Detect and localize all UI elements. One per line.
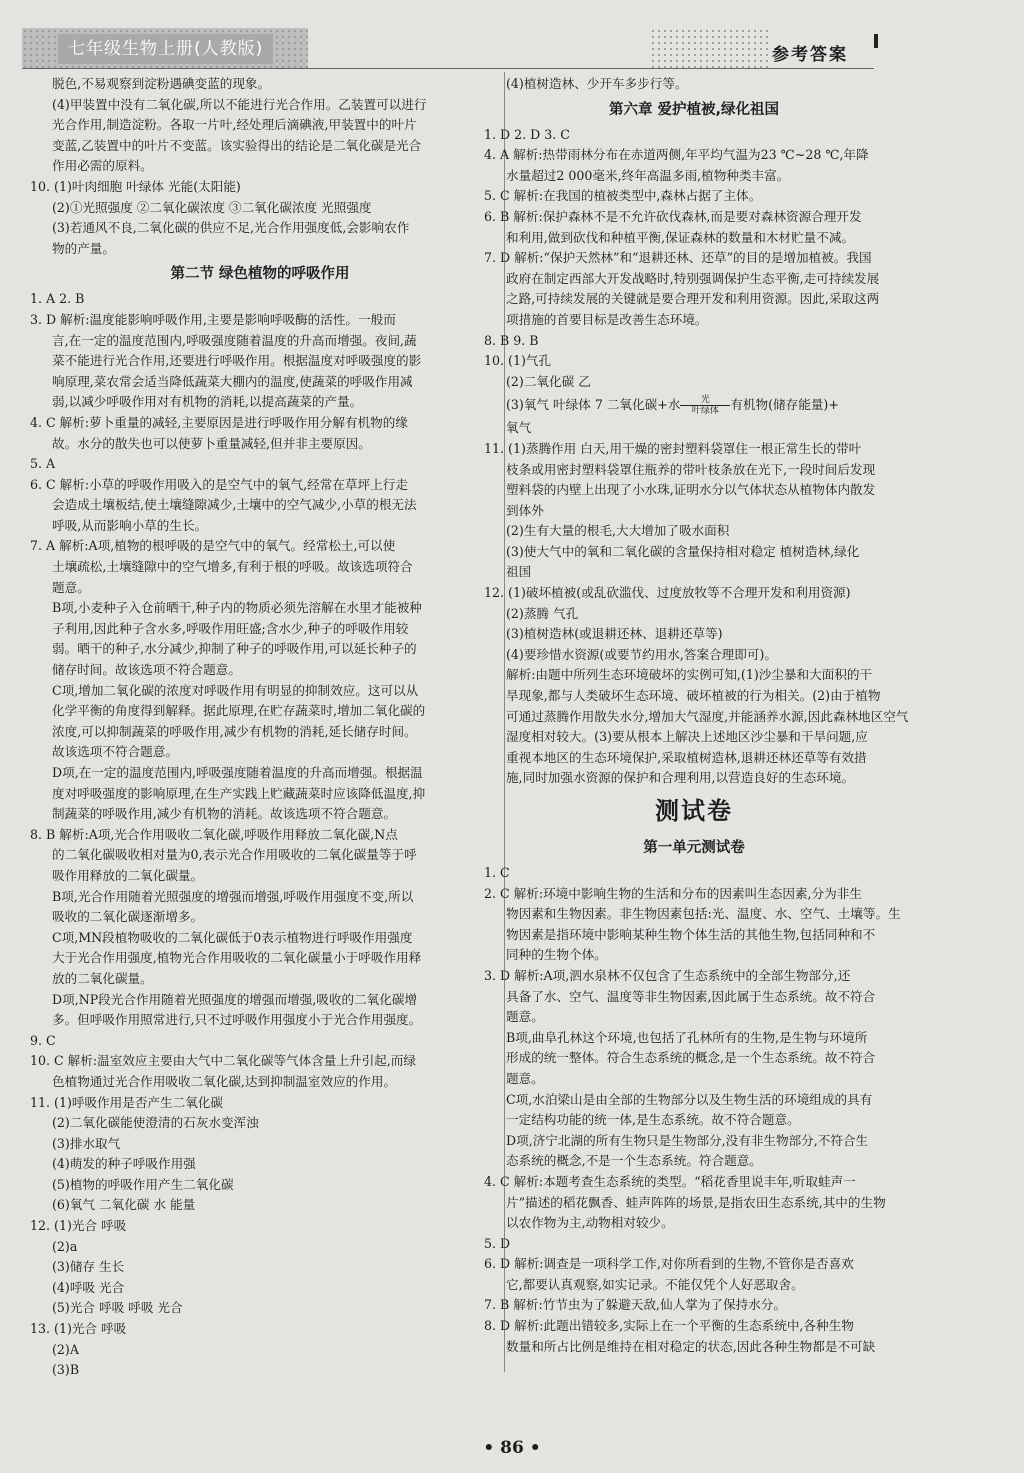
text-line: 题意。 (506, 1009, 544, 1025)
text-line: 施,同时加强水资源的保护和合理利用,以营造良好的生态环境。 (506, 770, 855, 786)
text-line: 吸作用释放的二氧化碳量。 (52, 867, 204, 883)
text-line: (2)①光照强度 ②二氧化碳浓度 ③二氧化碳浓度 光照强度 (52, 199, 372, 215)
text-line: C项,增加二氧化碳的浓度对呼吸作用有明显的抑制效应。这可以从 (52, 682, 419, 698)
text-line: 10. (1)气孔 (484, 353, 552, 369)
text-line: 言,在一定的温度范围内,呼吸强度随着温度的升高而增强。夜间,蔬 (52, 332, 417, 348)
text-line: 呼吸,从而影响小草的生长。 (52, 517, 208, 533)
text-line: 物的产量。 (52, 240, 115, 256)
text-line: D项,济宁北湖的所有生物只是生物部分,没有非生物部分,不符合生 (506, 1132, 869, 1148)
text-line: 枝条或用密封塑料袋罩住瓶养的带叶枝条放在光下,一段时间后发现 (506, 461, 876, 477)
text-line: 10. C 解析:温室效应主要由大气中二氧化碳等气体含量上升引起,而绿 (30, 1053, 416, 1069)
page-number: • 86 • (483, 1438, 541, 1458)
text-line: 题意。 (52, 579, 90, 595)
text-line: C项,MN段植物吸收的二氧化碳低于0表示植物进行呼吸作用强度 (52, 929, 413, 945)
text-line: 塑料袋的内壁上出现了小水珠,证明水分以气体状态从植物体内散发 (506, 482, 876, 498)
text-line: 作用必需的原料。 (52, 158, 153, 174)
text-line: 8. B 9. B (484, 332, 539, 348)
text-line: 菜不能进行光合作用,还要进行呼吸作用。根据温度对呼吸强度的影 (52, 353, 422, 369)
arrow-top-label: 光 (680, 395, 730, 406)
text-line: 政府在制定西部大开发战略时,特别强调保护生态平衡,走可持续发展 (506, 270, 880, 286)
text-line: 子利用,因此种子含水多,呼吸作用旺盛;含水少,种子的呼吸作用较 (52, 620, 409, 636)
text-line: 土壤疏松,土壤缝隙中的空气增多,有利于根的呼吸。故该选项符合 (52, 559, 413, 575)
text-line: 吸收的二氧化碳逐渐增多。 (52, 909, 204, 925)
text-line: (2)二氧化碳 乙 (506, 373, 591, 389)
text-line: 题意。 (506, 1070, 544, 1086)
text-line: (4)呼吸 光合 (52, 1279, 125, 1295)
text-line: 脱色,不易观察到淀粉遇碘变蓝的现象。 (52, 76, 271, 91)
text-line: 故该选项不符合题意。 (52, 744, 178, 760)
text-line: 旱现象,都与人类破坏生态环境、破坏植被的行为相关。(2)由于植物 (506, 688, 881, 704)
text-line: 数量和所占比例是维持在相对稳定的状态,因此各种生物都是不可缺 (506, 1338, 876, 1354)
text-line: 的二氧化碳吸收相对量为0,表示光合作用吸收的二氧化碳量等于呼 (52, 847, 417, 863)
text-line: 一定结构功能的统一体,是生态系统。故不符合题意。 (506, 1112, 800, 1128)
text-line: B项,小麦种子入仓前晒干,种子内的物质必须先溶解在水里才能被种 (52, 600, 422, 616)
text-line: 3. D 解析:A项,泗水泉林不仅包含了生态系统中的全部生物部分,还 (484, 967, 851, 983)
text-line: C项,水泊梁山是由全部的生物部分以及生物生活的环境组成的具有 (506, 1091, 873, 1107)
equation-line (484, 392, 904, 418)
text-line: 项措施的首要目标是改善生态环境。 (506, 311, 708, 327)
text-line: (3)若通风不良,二氧化碳的供应不足,光合作用强度低,会影响农作 (52, 220, 410, 236)
text-line: 储存时间。故该选项不符合题意。 (52, 662, 241, 678)
text-line: (3)B (52, 1362, 80, 1378)
text-line: 重视本地区的生态环境保护,采取植树造林,退耕还林还草等有效措 (506, 749, 867, 765)
text-line: 1. A 2. B (30, 291, 85, 307)
text-line: 浓度,可以抑制蔬菜的呼吸作用,减少有机物的消耗,延长储存时间。 (52, 723, 417, 739)
text-line: (5)光合 呼吸 呼吸 光合 (52, 1300, 183, 1316)
text-line: 7. B 解析:竹节虫为了躲避天敌,仙人掌为了保持水分。 (484, 1297, 786, 1313)
text-line: (2)二氧化碳能使澄清的石灰水变浑浊 (52, 1115, 259, 1131)
text-line: 4. C 解析:萝卜重量的减轻,主要原因是进行呼吸作用分解有机物的缘 (30, 414, 408, 430)
text-line: 2. C 解析:环境中影响生物的生活和分布的因素叫生态因素,分为非生 (484, 885, 862, 901)
text-line: 可通过蒸腾作用散失水分,增加大气湿度,并能涵养水源,因此森林地区空气 (506, 708, 909, 724)
text-line: 8. D 解析:此题出错较多,实际上在一个平衡的生态系统中,各种生物 (484, 1318, 854, 1334)
text-line: (2)蒸腾 气孔 (506, 605, 579, 621)
equation-suffix: 有机物(储存能量)+ (730, 397, 839, 413)
text-line: (2)A (52, 1341, 79, 1357)
text-line: 11. (1)蒸腾作用 白天,用干燥的密封塑料袋罩住一根正常生长的带叶 (484, 440, 862, 456)
text-line: 弱。晒干的种子,水分减少,抑制了种子的呼吸作用,可以延长种子的 (52, 641, 417, 657)
text-line: 氧气 (506, 420, 532, 436)
header-mark (874, 34, 878, 48)
text-line: 5. D (484, 1235, 511, 1251)
text-line: 9. C (30, 1032, 56, 1048)
text-line: 11. (1)呼吸作用是否产生二氧化碳 (30, 1094, 223, 1110)
text-line: 片”描述的稻花飘香、蛙声阵阵的场景,是指农田生态系统,其中的生物 (506, 1194, 886, 1210)
text-line: 6. D 解析:调查是一项科学工作,对你所看到的生物,不管你是否喜欢 (484, 1256, 854, 1272)
header-title: 七年级生物上册(人教版) (58, 34, 273, 64)
text-line: D项,在一定的温度范围内,呼吸强度随着温度的升高而增强。根据温 (52, 765, 423, 780)
text-line: 6. C 解析:小草的呼吸作用吸入的是空气中的氧气,经常在草坪上行走 (30, 476, 408, 492)
text-line: (6)氧气 二氧化碳 水 能量 (52, 1197, 196, 1213)
text-line: 化学平衡的角度得到解释。据此原理,在贮存蔬菜时,增加二氧化碳的 (52, 703, 426, 719)
text-line: B项,曲阜孔林这个环境,也包括了孔林所有的生物,是生物与环境所 (506, 1029, 868, 1045)
text-line: 12. (1)光合 呼吸 (30, 1218, 127, 1234)
text-line: 13. (1)光合 呼吸 (30, 1321, 127, 1337)
text-line: 物因素是指环境中影响某种生物个体生活的其他生物,包括同种和不 (506, 926, 876, 942)
text-line: 态系统的概念,不是一个生态系统。符合题意。 (506, 1153, 762, 1169)
text-line: 以农作物为主,动物相对较少。 (506, 1215, 674, 1231)
text-line: 1. D 2. D 3. C (484, 126, 570, 142)
text-line: 度对呼吸强度的影响原理,在生产实践上贮藏蔬菜时应该降低温度,抑 (52, 785, 426, 801)
text-line: 放的二氧化碳量。 (52, 970, 153, 986)
text-line: 色植物通过光合作用吸收二氧化碳,达到抑制温室效应的作用。 (52, 1073, 397, 1089)
text-line: (4)植树造林、少开车多步行等。 (506, 76, 688, 91)
text-line: 响原理,菜农常会适当降低蔬菜大棚内的温度,使蔬菜的呼吸作用减 (52, 373, 413, 389)
text-line: 12. (1)破坏植被(或乱砍滥伐、过度放牧等不合理开发和利用资源) (484, 585, 851, 601)
test-section-title: 测试卷 (655, 797, 733, 825)
text-line: 7. A 解析:A项,植物的根呼吸的是空气中的氧气。经常松土,可以使 (30, 538, 396, 554)
text-line: (4)甲装置中没有二氧化碳,所以不能进行光合作用。乙装置可以进行 (52, 96, 427, 112)
reaction-arrow (680, 395, 730, 416)
text-line: 祖国 (506, 564, 532, 580)
text-line: 湿度相对较大。(3)要从根本上解决上述地区沙尘暴和干旱问题,应 (506, 729, 868, 745)
text-line: 10. (1)叶肉细胞 叶绿体 光能(太阳能) (30, 178, 241, 194)
text-line: D项,NP段光合作用随着光照强度的增强而增强,吸收的二氧化碳增 (52, 991, 418, 1007)
text-line: (5)植物的呼吸作用产生二氧化碳 (52, 1176, 234, 1192)
text-line: (4)萌发的种子呼吸作用强 (52, 1156, 196, 1172)
text-line: 多。但呼吸作用照常进行,只不过呼吸作用强度小于光合作用强度。 (52, 1012, 422, 1028)
text-line: (3)使大气中的氧和二氧化碳的含量保持相对稳定 植树造林,绿化 (506, 543, 860, 559)
right-column (484, 74, 909, 1357)
unit-test-title: 第一单元测试卷 (643, 840, 745, 856)
text-line: 它,都要认真观察,如实记录。不能仅凭个人好恶取舍。 (506, 1276, 804, 1292)
text-line: (2)生有大量的根毛,大大增加了吸水面积 (506, 523, 730, 539)
header-rule (22, 68, 874, 69)
text-line: 变蓝,乙装置中的叶片不变蓝。该实验得出的结论是二氧化碳是光合 (52, 137, 422, 153)
chapter-title: 第六章 爱护植被,绿化祖国 (608, 101, 780, 118)
text-line: 之路,可持续发展的关键就是要合理开发和利用资源。因此,采取这两 (506, 291, 880, 307)
text-line: 弱,以减少呼吸作用对有机物的消耗,以提高蔬菜的产量。 (52, 394, 363, 410)
text-line: (4)要珍惜水资源(或要节约用水,答案合理即可)。 (506, 646, 777, 662)
header-answer-label: 参考答案 (772, 45, 848, 65)
text-line: 解析:由题中所列生态环境破坏的实例可知,(1)沙尘暴和大面积的干 (506, 667, 873, 683)
text-line: 6. B 解析:保护森林不是不允许砍伐森林,而是要对森林资源合理开发 (484, 208, 862, 224)
text-line: (3)储存 生长 (52, 1259, 125, 1275)
text-line: 具备了水、空气、温度等非生物因素,因此属于生态系统。故不符合 (506, 988, 876, 1004)
text-line: 光合作用,制造淀粉。各取一片叶,经处理后滴碘液,甲装置中的叶片 (52, 117, 417, 133)
arrow-bottom-label: 叶绿体 (691, 406, 719, 417)
text-line: 制蔬菜的呼吸作用,减少有机物的消耗。故该选项不符合题意。 (52, 806, 397, 822)
text-line: 5. A (30, 456, 56, 472)
text-line: 大于光合作用强度,植物光合作用吸收的二氧化碳量小于呼吸作用释 (52, 950, 422, 966)
text-line: 故。水分的散失也可以使萝卜重量减轻,但并非主要原因。 (52, 435, 371, 451)
text-line: 7. D 解析:“保护天然林”和“退耕还林、还草”的目的是增加植被。我国 (484, 250, 872, 266)
section-title: 第二节 绿色植物的呼吸作用 (170, 266, 350, 283)
text-line: 1. C (484, 865, 510, 880)
text-line: 到体外 (506, 502, 544, 518)
text-line: 水量超过2 000毫米,终年高温多雨,植物种类丰富。 (506, 167, 790, 183)
text-line: 4. A 解析:热带雨林分布在赤道两侧,年平均气温为23 ℃~28 ℃,年降 (484, 147, 869, 163)
text-line: 4. C 解析:本题考查生态系统的类型。“稻花香里说丰年,听取蛙声一 (484, 1173, 856, 1189)
text-line: 会造成土壤板结,使土壤缝隙减少,土壤中的空气减少,小草的根无法 (52, 497, 417, 513)
text-line: 物因素和生物因素。非生物因素包括:光、温度、水、空气、土壤等。生 (506, 906, 901, 922)
header-right-decor (650, 28, 770, 68)
equation-prefix: (3)氧气 叶绿体 7 二氧化碳+水 (506, 397, 681, 413)
text-line: 8. B 解析:A项,光合作用吸收二氧化碳,呼吸作用释放二氧化碳,N点 (30, 826, 398, 842)
text-line: B项,光合作用随着光照强度的增强而增强,呼吸作用强度不变,所以 (52, 888, 414, 904)
text-line: 3. D 解析:温度能影响呼吸作用,主要是影响呼吸酶的活性。一般而 (30, 311, 396, 327)
left-column (30, 74, 490, 1381)
text-line: 5. C 解析:在我国的植被类型中,森林占据了主体。 (484, 188, 762, 204)
text-line: (3)植树造林(或退耕还林、退耕还草等) (506, 626, 723, 642)
text-line: (3)排水取气 (52, 1135, 121, 1151)
text-line: 和利用,做到砍伐和种植平衡,保证森林的数量和木材贮量不减。 (506, 229, 855, 245)
text-line: (2)a (52, 1238, 78, 1254)
text-line: 同种的生物个体。 (506, 947, 607, 963)
text-line: 形成的统一整体。符合生态系统的概念,是一个生态系统。故不符合 (506, 1050, 876, 1066)
